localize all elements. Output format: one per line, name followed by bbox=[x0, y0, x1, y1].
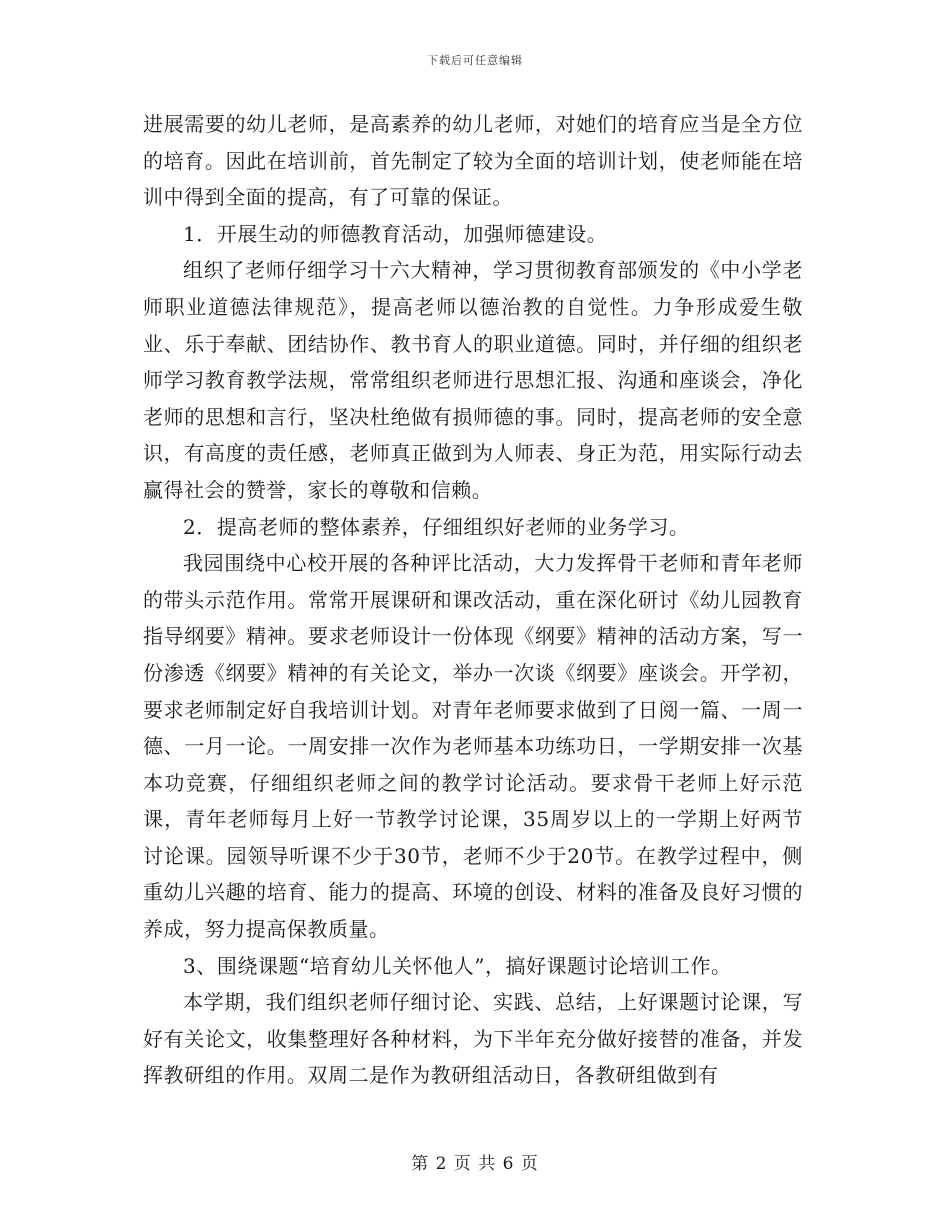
page-header: 下载后可任意编辑 bbox=[427, 54, 523, 67]
paragraph-professional-study: 我园围绕中心校开展的各种评比活动，大力发挥骨干老师和青年老师的带头示范作用。常常开展课研和课改活动，重在深化研讨《幼儿园教育指导纲要》精神。要求老师设计一份体现《纲要》精神的活动方案，写一份渗透《纲要》精神的有关论文，举办一次谈《纲要》座谈会。开学初，要求老师制定好自我培训计划。对青年老师要求做到了日阅一篇、一周一德、一月一论。一周安排一次作为老师基本功练功日，一学期安排一次基本功竞赛，仔细组织老师之间的教学讨论活动。要求骨干老师上好示范课，青年老师每月上好一节教学讨论课，35周岁以上的一学期上好两节讨论课。园领导听课不少于30节，老师不少于20节。在教学过程中，侧重幼儿兴趣的培育、能力的提高、环境的创设、材料的准备及良好习惯的养成，努力提高保教质量。 bbox=[143, 551, 803, 942]
paragraph-continuation: 进展需要的幼儿老师，是高素养的幼儿老师，对她们的培育应当是全方位的培育。因此在培训前，首先制定了较为全面的培训计划，使老师能在培训中得到全面的提高，有了可靠的保证。 bbox=[143, 112, 803, 210]
paragraph-teacher-ethics: 组织了老师仔细学习十六大精神，学习贯彻教育部颁发的《中小学老师职业道德法律规范》，提高老师以德治教的自觉性。力争形成爱生敬业、乐于奉献、团结协作、教书育人的职业道德。同时，并仔细的组织老师学习教育教学法规，常常组织老师进行思想汇报、沟通和座谈会，净化老师的思想和言行，坚决杜绝做有损师德的事。同时，提高老师的安全意识，有高度的责任感，老师真正做到为人师表、身正为范，用实际行动去赢得社会的赞誉，家长的尊敬和信赖。 bbox=[143, 258, 803, 502]
section-heading-1: 1．开展生动的师德教育活动，加强师德建设。 bbox=[183, 221, 608, 246]
document-body bbox=[143, 106, 803, 1094]
paragraph-research-training: 本学期，我们组织老师仔细讨论、实践、总结，上好课题讨论课，写好有关论文，收集整理好各种材料，为下半年充分做好接替的准备，并发挥教研组的作用。双周二是作为教研组活动日，各教研组做到有 bbox=[143, 990, 803, 1088]
section-heading-2: 2．提高老师的整体素养，仔细组织好老师的业务学习。 bbox=[183, 514, 690, 539]
section-heading-3: 3、围绕课题“培育幼儿关怀他人”，搞好课题讨论培训工作。 bbox=[183, 953, 732, 978]
page-number-footer: 第 2 页 共 6 页 bbox=[411, 1154, 539, 1174]
